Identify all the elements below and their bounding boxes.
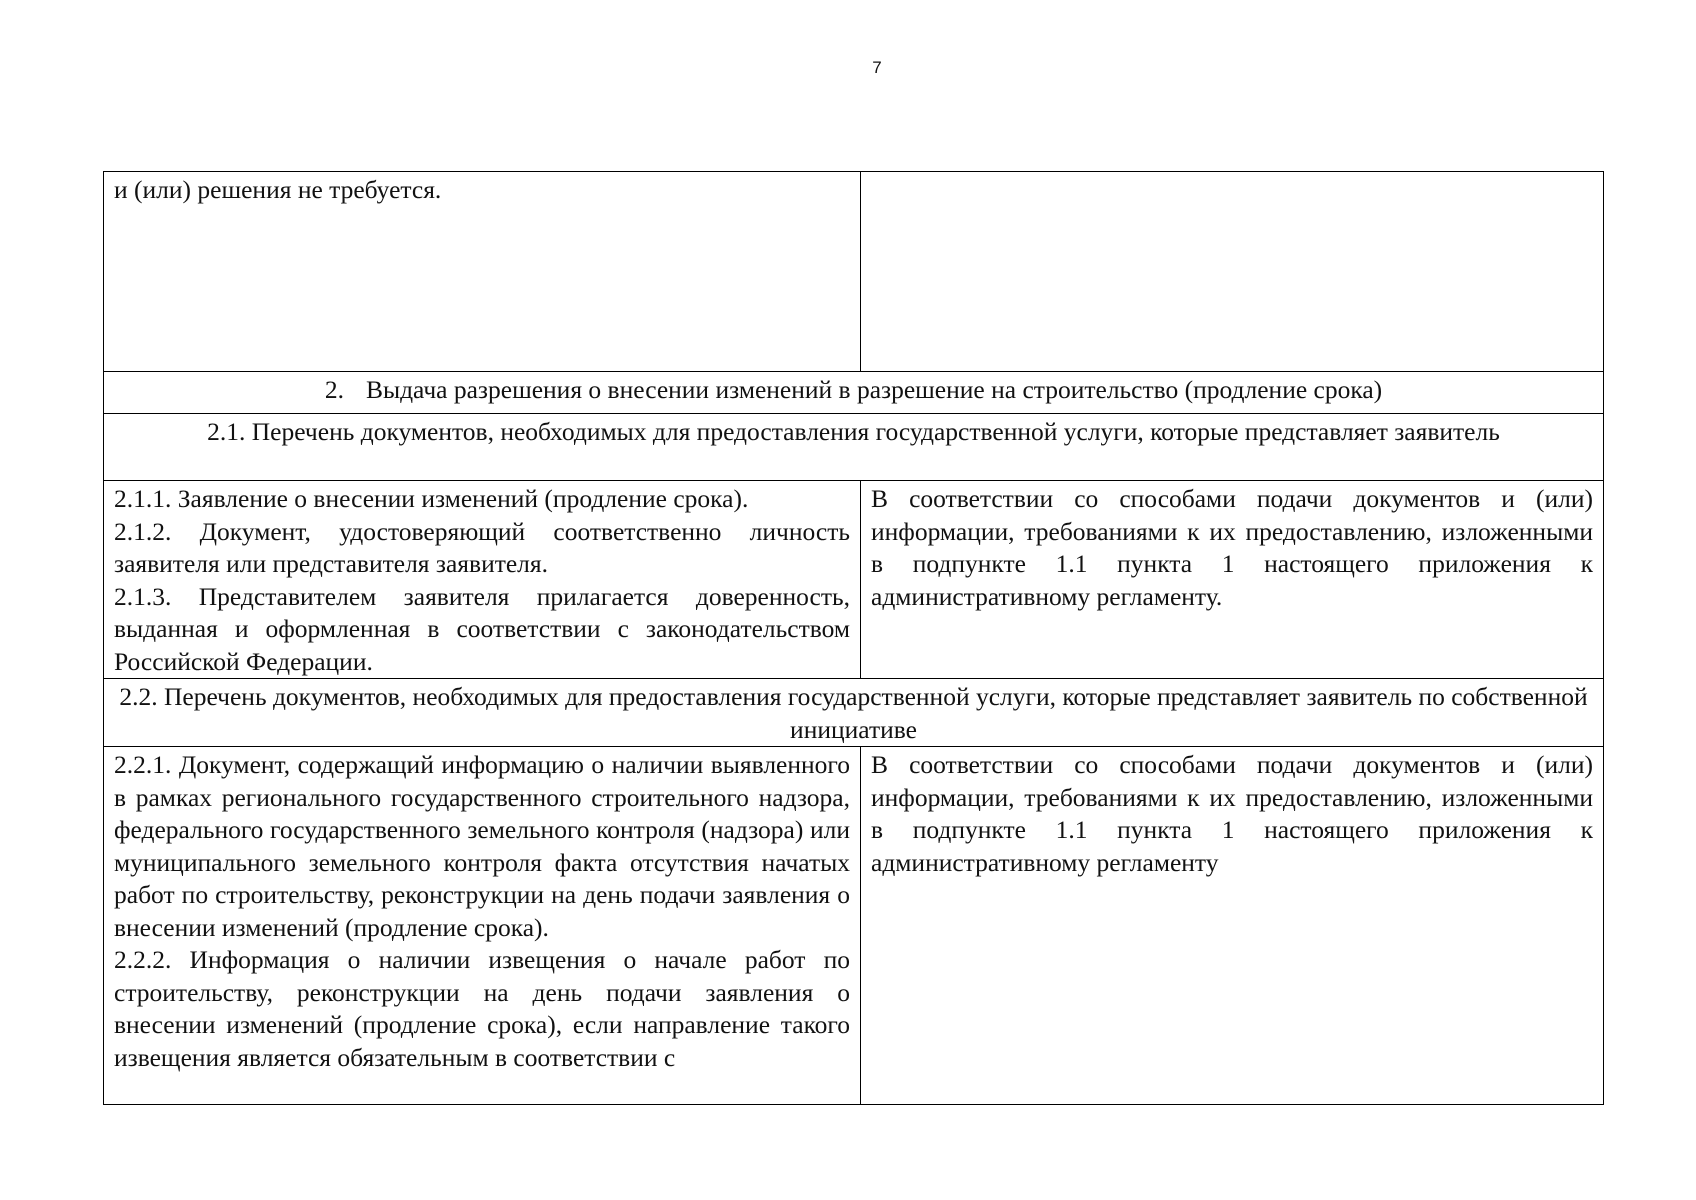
- section-number: 2.: [324, 375, 344, 404]
- cell-continuation-text: и (или) решения не требуется.: [104, 172, 861, 372]
- table-row: [104, 747, 1604, 1105]
- section-heading-row: [104, 372, 1604, 414]
- table-row: [104, 172, 1604, 372]
- page-number: 7: [872, 58, 882, 77]
- table-row: [104, 481, 1604, 679]
- cell-submission-method: В соответствии со способами подачи документов и (или) информации, требованиями к их предоставлению, изложенными в подпункте 1.1 пункта 1 настоящего приложения к административному регламенту: [861, 747, 1604, 1105]
- document-table: [103, 171, 1604, 1105]
- list-item: 2.2.1. Документ, содержащий информацию о наличии выявленного в рамках регионального государственного строительного надзора, федерального государственного земельного контроля (надзора) или муниципального земельного контроля факта отсутствия начатых работ по строительству, реконструкции на день подачи заявления о внесении изменений (продление срока).: [114, 750, 850, 942]
- cell-empty: [861, 172, 1604, 372]
- list-item: 2.1.2. Документ, удостоверяющий соответственно личность заявителя или представителя заявителя.: [114, 516, 850, 578]
- subsection-heading-2-1: 2.1. Перечень документов, необходимых для предоставления государственной услуги, которые представляет заявитель: [104, 414, 1604, 481]
- section-heading: [104, 372, 1604, 414]
- section-title: Выдача разрешения о внесении изменений в разрешение на строительство (продление срока): [365, 375, 1383, 404]
- subsection-heading-row: [104, 679, 1604, 747]
- subsection-heading-row: [104, 414, 1604, 481]
- cell-submission-method: В соответствии со способами подачи документов и (или) информации, требованиями к их предоставлению, изложенными в подпункте 1.1 пункта 1 настоящего приложения к административному регламенту.: [861, 481, 1604, 679]
- list-item: 2.1.3. Представителем заявителя прилагается доверенность, выданная и оформленная в соответствии с законодательством Российской Федерации.: [114, 581, 850, 676]
- subsection-heading-2-2: 2.2. Перечень документов, необходимых для предоставления государственной услуги, которые представляет заявитель по собственной инициативе: [104, 679, 1604, 747]
- list-item: 2.2.2. Информация о наличии извещения о начале работ по строительству, реконструкции на день подачи заявления о внесении изменений (продление срока), если направление такого извещения является обязательным в соответствии с: [114, 945, 850, 1072]
- cell-documents-list: [104, 481, 861, 679]
- cell-documents-list: [104, 747, 861, 1105]
- list-item: 2.1.1. Заявление о внесении изменений (продление срока).: [114, 484, 749, 513]
